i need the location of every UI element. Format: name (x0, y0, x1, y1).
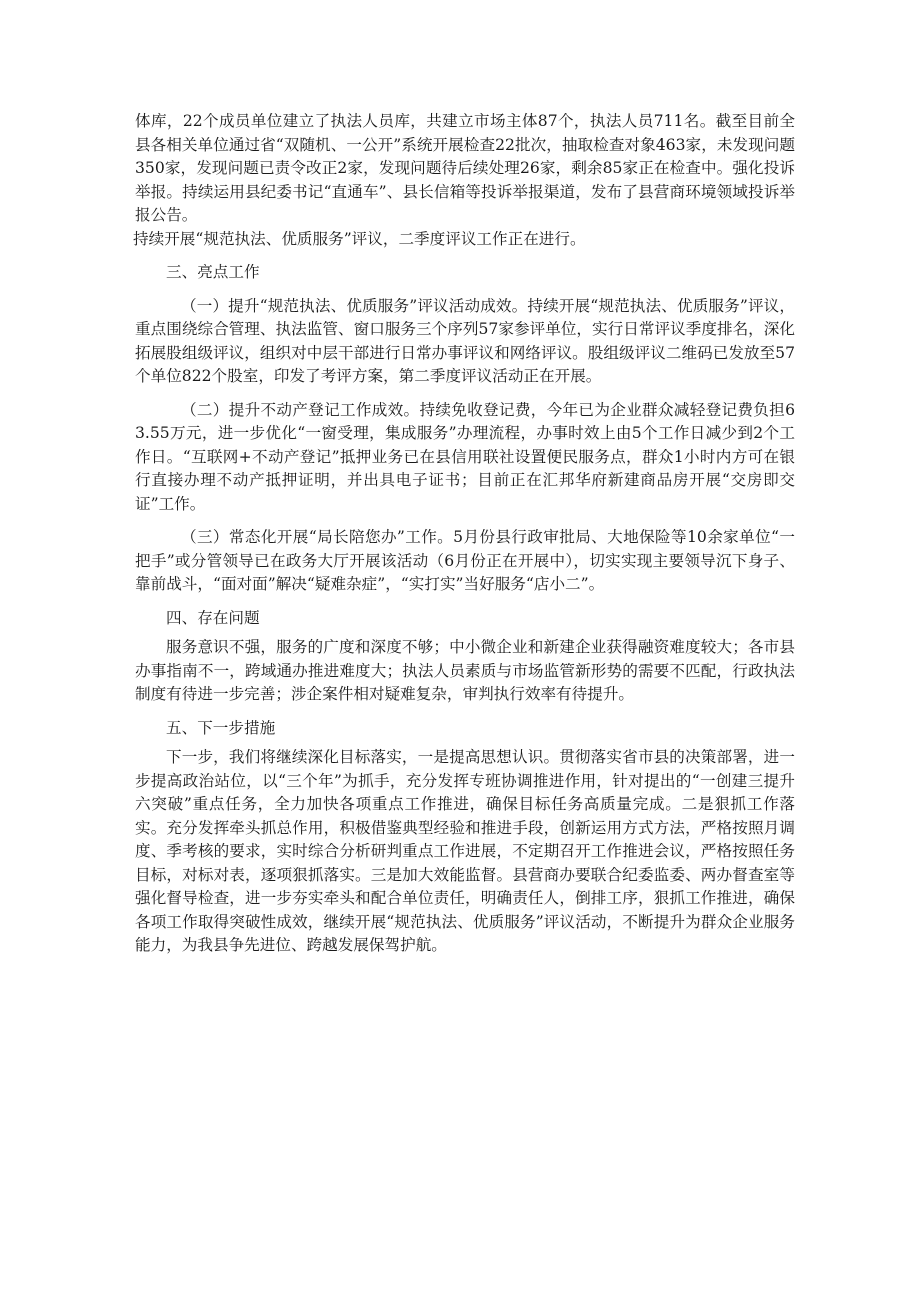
section4-heading: 四、存在问题 (166, 608, 260, 627)
intro-tail-paragraph: 持续开展“规范执法、优质服务”评议，二季度评议工作正在进行。 (133, 229, 586, 248)
section4-body: 服务意识不强，服务的广度和深度不够；中小微企业和新建企业获得融资难度较大；各市县办事指南不一，跨域通办推进难度大；执法人员素质与市场监管新形势的需要不匹配，行政执法制度有待进一步完善；涉企案件相对疑难复杂，审判执行效率有待提升。 (135, 638, 795, 703)
intro-paragraph: 体库，22个成员单位建立了执法人员库，共建立市场主体87个，执法人员711名。截至目前全县各相关单位通过省“双随机、一公开”系统开展检查22批次，抽取检查对象463家，未发现问题350家，发现问题已责令改正2家，发现问题待后续处理26家，剩余85家正在检查中。强化投诉举报。持续运用县纪委书记“直通车”、县长信箱等投诉举报渠道，发布了县营商环境领域投诉举报公告。 (135, 112, 795, 224)
section3-item3: （三）常态化开展“局长陪您办”工作。5月份县行政审批局、大地保险等10余家单位“一把手”或分管领导已在政务大厅开展该活动（6月份正在开展中），切实实现主要领导沉下身子、靠前战斗，“面对面”解决“疑难杂症”，“实打实”当好服务“店小二”。 (135, 528, 795, 593)
section3-item2: （二）提升不动产登记工作成效。持续免收登记费，今年已为企业群众减轻登记费负担63.55万元，进一步优化“一窗受理，集成服务”办理流程，办事时效上由5个工作日减少到2个工作日。“互联网+不动产登记”抵押业务已在县信用联社设置便民服务点，群众1小时内方可在银行直接办理不动产抵押证明，并出具电子证书；目前正在汇邦华府新建商品房开展“交房即交证”工作。 (135, 400, 795, 513)
document-page (135, 110, 795, 958)
section3-item1: （一）提升“规范执法、优质服务”评议活动成效。持续开展“规范执法、优质服务”评议，重点围绕综合管理、执法监管、窗口服务三个序列57家参评单位，实行日常评议季度排名，深化拓展股组级评议，组织对中层干部进行日常办事评议和网络评议。股组级评议二维码已发放至57个单位822个股室，印发了考评方案，第二季度评议活动正在开展。 (135, 296, 795, 385)
section5-heading: 五、下一步措施 (166, 718, 276, 737)
section3-heading: 三、亮点工作 (166, 263, 260, 281)
section5-body: 下一步，我们将继续深化目标落实，一是提高思想认识。贯彻落实省市县的决策部署，进一步提高政治站位，以“三个年”为抓手，充分发挥专班协调推进作用，针对提出的“一创建三提升六突破”重点任务，全力加快各项重点工作推进，确保目标任务高质量完成。二是狠抓工作落实。充分发挥牵头抓总作用，积极借鉴典型经验和推进手段，创新运用方式方法，严格按照月调度、季考核的要求，实时综合分析研判重点工作进展，不定期召开工作推进会议，严格按照任务目标，对标对表，逐项狠抓落实。三是加大效能监督。县营商办要联合纪委监委、两办督查室等强化督导检查，进一步夯实牵头和配合单位责任，明确责任人，倒排工序，狠抓工作推进，确保各项工作取得突破性成效，继续开展“规范执法、优质服务”评议活动，不断提升为群众企业服务能力，为我县争先进位、跨越发展保驾护航。 (135, 748, 795, 954)
